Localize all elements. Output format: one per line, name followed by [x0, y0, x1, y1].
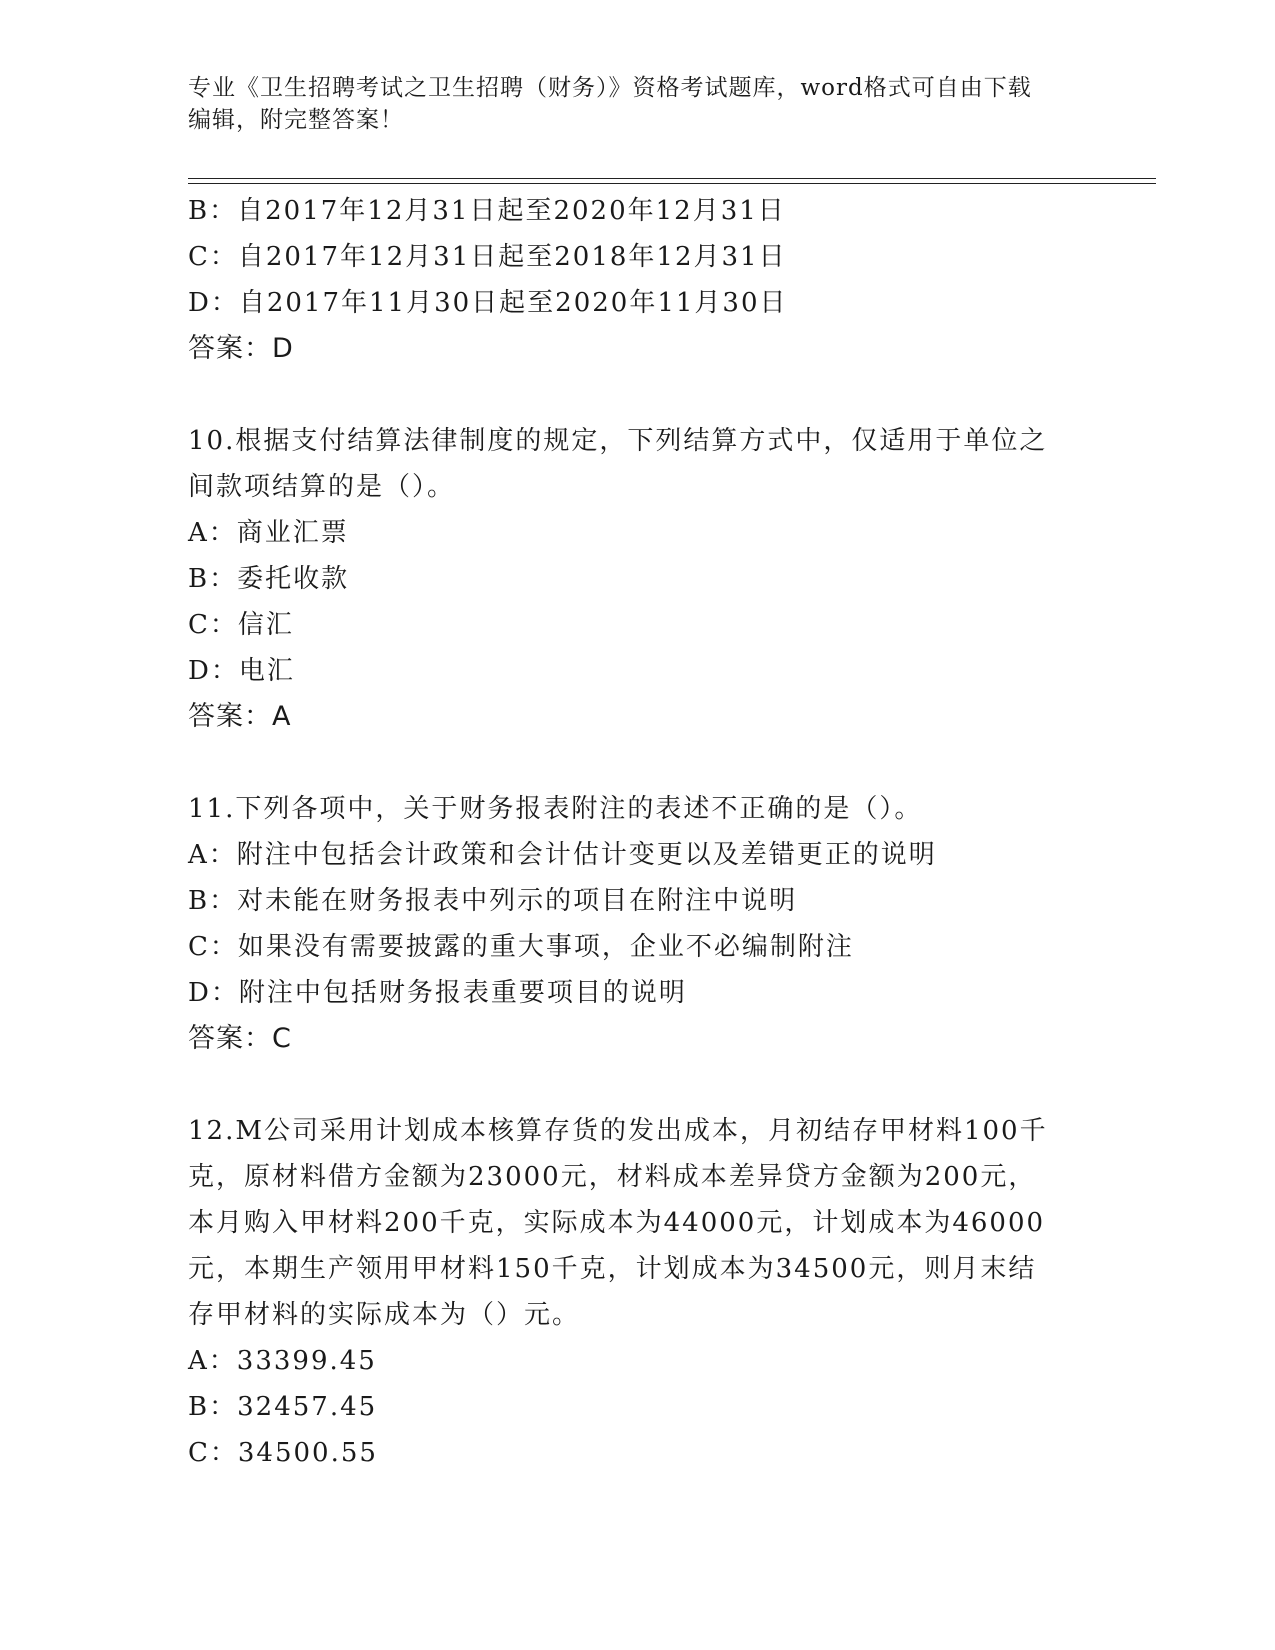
question-list	[188, 188, 1088, 1476]
document-header	[188, 72, 1068, 136]
q12-option-c: C：34500.55	[188, 1438, 378, 1468]
q12-stem-line-1: 12.M公司采用计划成本核算存货的发出成本，月初结存甲材料100千	[188, 1116, 1048, 1146]
q12-stem-line-3: 本月购入甲材料200千克，实际成本为44000元，计划成本为46000	[188, 1208, 1046, 1238]
q10-stem-line-2: 间款项结算的是（）。	[188, 472, 456, 502]
q12-option-b: B：32457.45	[188, 1392, 378, 1422]
q9-option-c: C：自2017年12月31日起至2018年12月31日	[188, 242, 787, 272]
q12-stem-line-2: 克，原材料借方金额为23000元，材料成本差异贷方金额为200元，	[188, 1162, 1037, 1192]
q10-answer: 答案：A	[188, 701, 292, 732]
q10-option-c: C：信汇	[188, 610, 294, 640]
q10-option-d: D：电汇	[188, 656, 295, 686]
q12-stem-line-5: 存甲材料的实际成本为（）元。	[188, 1300, 581, 1330]
q11-answer: 答案：C	[188, 1023, 292, 1054]
header-line-1: 专业《卫生招聘考试之卫生招聘（财务）》资格考试题库，word格式可自由下载	[188, 75, 1032, 101]
spacer	[188, 372, 1088, 418]
spacer	[188, 740, 1088, 786]
q10-option-b: B：委托收款	[188, 564, 350, 594]
header-divider-top	[188, 178, 1156, 179]
q11-option-d: D：附注中包括财务报表重要项目的说明	[188, 978, 687, 1008]
header-line-2: 编辑，附完整答案！	[188, 107, 404, 133]
q10-stem-line-1: 10.根据支付结算法律制度的规定，下列结算方式中，仅适用于单位之	[188, 426, 1048, 456]
spacer	[188, 1062, 1088, 1108]
q9-option-d: D：自2017年11月30日起至2020年11月30日	[188, 288, 788, 318]
q9-answer: 答案：D	[188, 333, 294, 364]
header-divider-bottom	[188, 183, 1156, 184]
q9-option-b: B：自2017年12月31日起至2020年12月31日	[188, 196, 786, 226]
q11-option-b: B：对未能在财务报表中列示的项目在附注中说明	[188, 886, 798, 916]
q11-option-a: A：附注中包括会计政策和会计估计变更以及差错更正的说明	[188, 840, 937, 870]
q12-stem-line-4: 元，本期生产领用甲材料150千克，计划成本为34500元，则月末结	[188, 1254, 1037, 1284]
q12-option-a: A：33399.45	[188, 1346, 377, 1376]
q11-stem: 11.下列各项中，关于财务报表附注的表述不正确的是（）。	[188, 794, 923, 824]
q11-option-c: C：如果没有需要披露的重大事项，企业不必编制附注	[188, 932, 854, 962]
q10-option-a: A：商业汇票	[188, 518, 349, 548]
